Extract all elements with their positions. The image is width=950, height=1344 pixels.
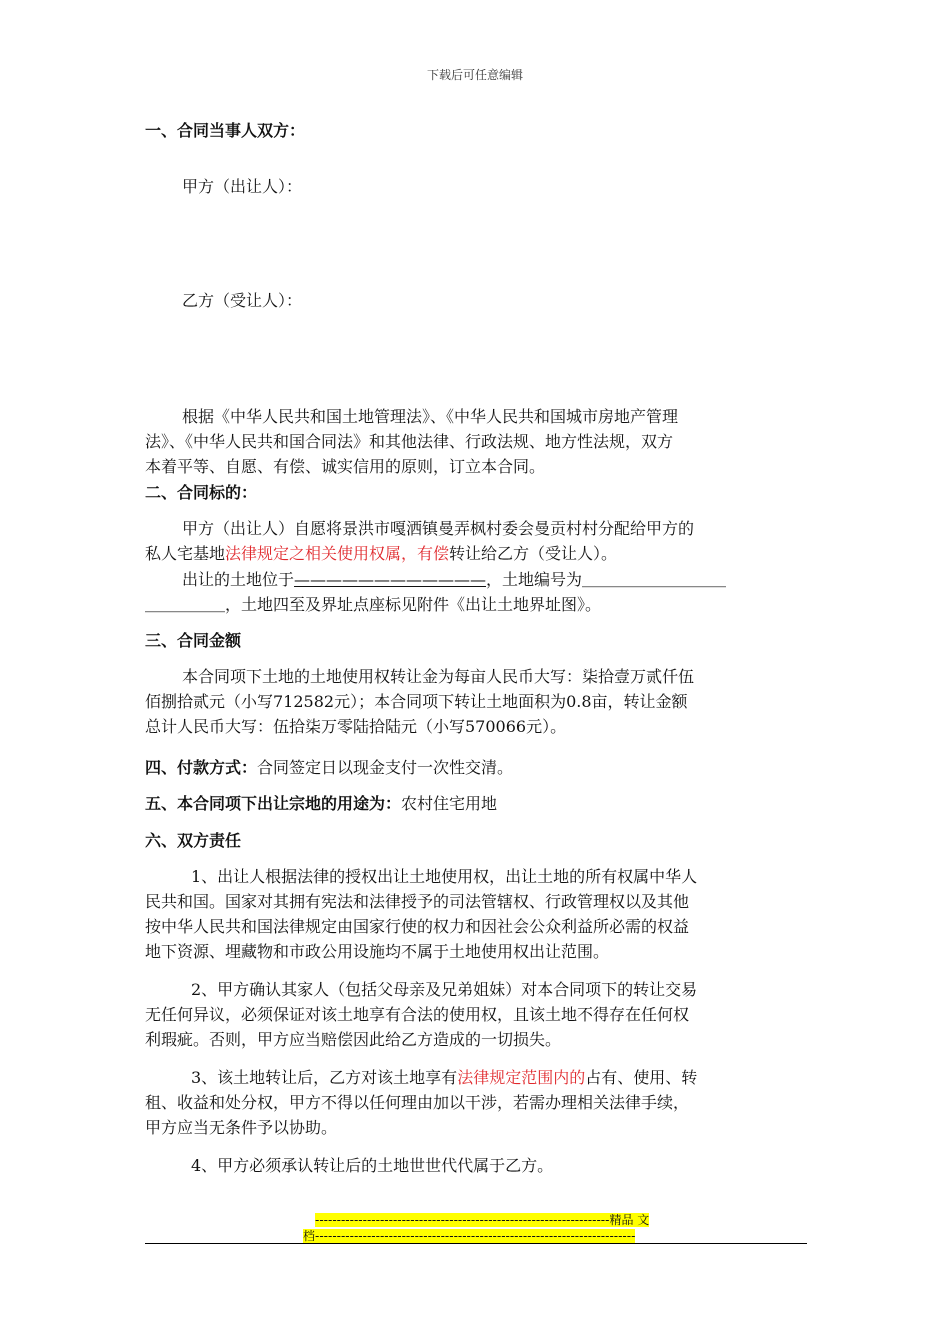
section-5 [145,793,497,815]
r3-line3: 甲方应当无条件予以协助。 [145,1118,338,1137]
intro-line-3: 本着平等、自愿、有偿、诚实信用的原则，订立本合同。 [145,457,546,476]
section-4-text: 合同签定日以现金支付一次性交清。 [257,758,514,777]
r1-line1: 1、出让人根据法律的授权出让土地使用权，出让土地的所有权属中华人 [191,867,698,886]
section-2-title: 二、合同标的： [145,483,258,502]
party-b-label: 乙方（受让人）： [182,291,303,310]
location-blank: ———————————— [294,570,487,589]
s2-p2-line1-a: 出让的土地位于 [182,570,295,589]
section-5-text: 农村住宅用地 [401,794,498,813]
s2-p1-line2-a: 私人宅基地 [145,544,226,563]
s2-p1-line2-b: 转让给乙方（受让人）。 [449,544,618,563]
r3-line1-a: 3、该土地转让后，乙方对该土地享有 [191,1068,458,1087]
footer-divider [145,1243,807,1244]
r1-line2: 民共和国。国家对其拥有宪法和法律授予的司法管辖权、行政管理权以及其他 [145,892,690,911]
r2-line3: 利瑕疵。否则，甲方应当赔偿因此给乙方造成的一切损失。 [145,1030,562,1049]
s2-p2-line1 [182,569,726,591]
r1-line4: 地下资源、埋藏物和市政公用设施均不属于土地使用权出让范围。 [145,942,610,961]
section-3-title: 三、合同金额 [145,631,242,650]
s2-p1-line2 [145,543,617,565]
s3-line3: 总计人民币大写：伍拾柒万零陆拾陆元（小写570066元）。 [145,717,567,736]
s2-p2-line2: ＿＿＿＿＿，土地四至及界址点座标见附件《出让土地界址图》。 [145,595,602,614]
section-4-title: 四、付款方式： [145,758,258,777]
footer-line-2: 档-------------------------------------------------------------------------- [303,1229,636,1243]
party-a-label: 甲方（出让人）： [182,177,303,196]
r1-line3: 按中华人民共和国法律规定由国家行使的权力和因社会公众利益所必需的权益 [145,917,690,936]
section-4 [145,757,513,779]
r3-line1 [191,1067,697,1089]
intro-line-2: 法》、《中华人民共和国合同法》和其他法律、行政法规、地方性法规，双方 [145,432,674,451]
r2-line2: 无任何异议，必须保证对该土地享有合法的使用权，且该土地不得存在任何权 [145,1005,690,1024]
section-6-title: 六、双方责任 [145,831,242,850]
footer-note [303,1212,649,1244]
s2-p2-line1-b: ，土地编号为＿＿＿＿＿＿＿＿＿ [486,570,727,589]
r3-line2: 租、收益和处分权，甲方不得以任何理由加以干涉，若需办理相关法律手续， [145,1093,690,1112]
section-1-title: 一、合同当事人双方： [145,121,306,140]
r3-line1-red: 法律规定范围内的 [457,1068,586,1087]
r2-line1: 2、甲方确认其家人（包括父母亲及兄弟姐妹）对本合同项下的转让交易 [191,980,698,999]
intro-line-1: 根据《中华人民共和国土地管理法》、《中华人民共和国城市房地产管理 [182,407,679,426]
header-note: 下载后可任意编辑 [426,68,523,82]
s3-line1: 本合同项下土地的土地使用权转让金为每亩人民币大写：柒拾壹万贰仟伍 [182,667,695,686]
r4-line1: 4、甲方必须承认转让后的土地世世代代属于乙方。 [191,1156,554,1175]
section-5-title: 五、本合同项下出让宗地的用途为： [145,794,402,813]
r3-line1-b: 占有、使用、转 [585,1068,698,1087]
s2-p1-line2-red: 法律规定之相关使用权属，有偿 [225,544,450,563]
s3-line2: 佰捌拾贰元（小写712582元）；本合同项下转让土地面积为0.8亩，转让金额 [145,692,688,711]
footer-line-1: --------------------------------------------------------------------精品 文 [315,1213,650,1227]
s2-p1-line1: 甲方（出让人）自愿将景洪市嘎洒镇曼弄枫村委会曼贡村村分配给甲方的 [182,519,695,538]
